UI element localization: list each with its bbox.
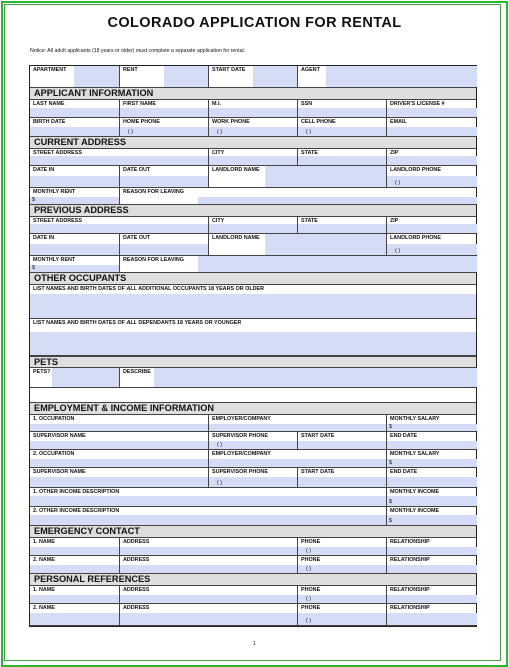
employer-field[interactable] xyxy=(209,459,387,467)
monthly-salary-field[interactable] xyxy=(387,424,477,431)
form-row xyxy=(30,432,476,450)
landlord-phone-label: LANDLORD PHONE xyxy=(390,235,441,241)
form-cell xyxy=(386,217,476,233)
date-out-field[interactable] xyxy=(120,176,209,187)
form-cell xyxy=(297,468,386,487)
landlord-phone-field[interactable] xyxy=(387,176,477,187)
date-out-field[interactable] xyxy=(120,244,209,255)
form-cell xyxy=(119,149,208,165)
form-cell xyxy=(386,415,476,431)
form-cell xyxy=(30,538,119,555)
form-row xyxy=(30,488,476,507)
end-date-label: END DATE xyxy=(390,469,418,475)
form-row xyxy=(30,217,476,234)
address-label: ADDRESS xyxy=(123,587,150,593)
monthly-income-field[interactable] xyxy=(387,496,477,506)
dollar-sign: $ xyxy=(32,197,35,203)
form-row xyxy=(30,166,476,188)
relationship-field[interactable] xyxy=(387,565,477,573)
label-suffix: DEPENDANTS 18 YEARS OR YOUNGER xyxy=(136,320,242,326)
address-field[interactable] xyxy=(120,547,298,555)
work-phone-field[interactable] xyxy=(209,127,298,136)
form-cell xyxy=(30,450,208,467)
phone-label: PHONE xyxy=(301,539,321,545)
form-cell xyxy=(297,538,386,555)
form-cell xyxy=(297,118,386,136)
dollar-sign: $ xyxy=(389,499,392,505)
phone-label: PHONE xyxy=(301,587,321,593)
phone-field[interactable] xyxy=(298,565,387,573)
form-cell xyxy=(297,66,476,87)
form-cell xyxy=(297,556,386,573)
form-cell xyxy=(208,149,297,165)
form-row xyxy=(30,388,476,403)
date-out-label: DATE OUT xyxy=(123,235,151,241)
form-row xyxy=(30,556,476,574)
form-cell xyxy=(208,66,297,87)
occupation-1-field[interactable] xyxy=(30,424,208,431)
end-date-label: END DATE xyxy=(390,433,418,439)
form-cell xyxy=(30,488,386,506)
city-label: CITY xyxy=(212,150,225,156)
name-1-label: 1. NAME xyxy=(33,539,55,545)
area-code-parens: ( ) xyxy=(395,248,401,254)
label-prefix: LIST NAMES AND BIRTH DATES OF xyxy=(33,286,127,292)
monthly-income-label: MONTHLY INCOME xyxy=(390,508,440,514)
form-cell xyxy=(297,217,386,233)
form-title: COLORADO APPLICATION FOR RENTAL xyxy=(107,15,402,31)
form-row xyxy=(30,538,476,556)
dollar-sign: $ xyxy=(389,518,392,524)
form-cell xyxy=(30,604,119,625)
area-code-parens: ( ) xyxy=(306,566,312,572)
form-cell xyxy=(30,285,476,318)
zip-field[interactable] xyxy=(387,224,477,233)
describe-label: DESCRIBE xyxy=(123,369,151,375)
section-header-pets: PETS xyxy=(30,356,476,368)
landlord-phone-field[interactable] xyxy=(387,244,477,255)
label-emphasis: ALL xyxy=(126,286,137,292)
occupants-label xyxy=(33,286,264,292)
address-field[interactable] xyxy=(120,595,298,603)
work-phone-label: WORK PHONE xyxy=(212,119,250,125)
section-header-current_address: CURRENT ADDRESS xyxy=(30,137,476,149)
form-row xyxy=(30,604,476,626)
landlord-name-label: LANDLORD NAME xyxy=(212,167,260,173)
form-cell xyxy=(119,556,297,573)
section-header-employment: EMPLOYMENT & INCOME INFORMATION xyxy=(30,403,476,415)
form-cell xyxy=(208,432,297,449)
form-cell xyxy=(30,166,119,187)
apartment-field[interactable] xyxy=(74,66,119,87)
occ-field[interactable] xyxy=(30,294,476,318)
label-prefix: LIST NAMES AND BIRTH DATES OF xyxy=(33,320,127,326)
form-cell xyxy=(30,388,476,402)
dollar-sign: $ xyxy=(389,424,392,430)
pets-label: PETS? xyxy=(33,369,51,375)
form-cell xyxy=(297,149,386,165)
cell-phone-label: CELL PHONE xyxy=(301,119,336,125)
form-cell xyxy=(386,586,476,603)
city-field[interactable] xyxy=(209,156,298,165)
form-cell xyxy=(208,118,297,136)
form-cell xyxy=(386,166,476,187)
form-cell xyxy=(386,432,476,449)
form-cell xyxy=(297,604,386,625)
form-row xyxy=(30,507,476,526)
date-out-label: DATE OUT xyxy=(123,167,151,173)
form-row xyxy=(30,100,476,118)
form-cell xyxy=(30,507,386,525)
other-income-2-label: 2. OTHER INCOME DESCRIPTION xyxy=(33,508,120,514)
form-cell xyxy=(208,450,386,467)
form-cell xyxy=(30,256,119,272)
monthly-income-label: MONTHLY INCOME xyxy=(390,489,440,495)
phone-label: PHONE xyxy=(301,557,321,563)
name-1-field[interactable] xyxy=(30,595,119,603)
name-2-field[interactable] xyxy=(30,565,119,573)
relationship-label: RELATIONSHIP xyxy=(390,587,430,593)
birth-date-label: BIRTH DATE xyxy=(33,119,66,125)
form-cell xyxy=(119,100,208,117)
supervisor-phone-field[interactable] xyxy=(209,441,298,449)
supervisor-name-field[interactable] xyxy=(30,441,208,449)
form-cell xyxy=(30,149,119,165)
landlord-name-field[interactable] xyxy=(265,234,387,255)
date-in-field[interactable] xyxy=(30,244,119,255)
name-1-field[interactable] xyxy=(30,547,119,555)
form-row xyxy=(30,586,476,604)
form-cell xyxy=(386,100,476,117)
other-income-1-label: 1. OTHER INCOME DESCRIPTION xyxy=(33,489,120,495)
form-cell xyxy=(208,234,386,255)
mi-field[interactable] xyxy=(209,108,298,117)
state-field[interactable] xyxy=(298,224,387,233)
employer-field[interactable] xyxy=(209,424,387,431)
state-label: STATE xyxy=(301,150,318,156)
area-code-parens: ( ) xyxy=(306,596,312,602)
date-in-label: DATE IN xyxy=(33,235,55,241)
form-cell xyxy=(30,432,208,449)
form-cell xyxy=(119,66,208,87)
rent-label: RENT xyxy=(123,67,138,73)
monthly-salary-field[interactable] xyxy=(387,459,477,467)
area-code-parens: ( ) xyxy=(217,442,223,448)
form-cell xyxy=(119,188,476,204)
last-name-field[interactable] xyxy=(30,108,119,117)
relationship-label: RELATIONSHIP xyxy=(390,557,430,563)
form-cell xyxy=(386,538,476,555)
mi-label: M.I. xyxy=(212,101,221,107)
phone-field[interactable] xyxy=(298,613,387,625)
name-2-field[interactable] xyxy=(30,613,119,625)
form-row xyxy=(30,450,476,468)
supervisor-name-label: SUPERVISOR NAME xyxy=(33,469,86,475)
area-code-parens: ( ) xyxy=(128,129,134,135)
form-cell xyxy=(30,188,119,204)
label-suffix: ADDITIONAL OCCUPANTS 18 YEARS OR OLDER xyxy=(136,286,265,292)
address-label: ADDRESS xyxy=(123,539,150,545)
describe-field[interactable] xyxy=(154,368,477,387)
form-cell xyxy=(386,488,476,506)
name-2-label: 2. NAME xyxy=(33,605,55,611)
date-in-field[interactable] xyxy=(30,176,119,187)
ssn-label: SSN xyxy=(301,101,313,107)
section-header-other_occupants: OTHER OCCUPANTS xyxy=(30,273,476,285)
form-cell xyxy=(30,66,119,87)
supervisor-name-label: SUPERVISOR NAME xyxy=(33,433,86,439)
start-date-label: START DATE xyxy=(212,67,246,73)
form-cell xyxy=(386,556,476,573)
section-header-emergency: EMERGENCY CONTACT xyxy=(30,526,476,538)
first-name-field[interactable] xyxy=(120,108,209,117)
form-cell xyxy=(30,468,208,487)
state-field[interactable] xyxy=(298,156,387,165)
form-cell xyxy=(119,118,208,136)
state-label: STATE xyxy=(301,218,318,224)
area-code-parens: ( ) xyxy=(395,180,401,186)
phone-field[interactable] xyxy=(298,547,387,555)
name-2-label: 2. NAME xyxy=(33,557,55,563)
supervisor-phone-label: SUPERVISOR PHONE xyxy=(212,469,268,475)
form-row xyxy=(30,468,476,488)
section-header-previous_address: PREVIOUS ADDRESS xyxy=(30,205,476,217)
relationship-field[interactable] xyxy=(387,547,477,555)
date-in-label: DATE IN xyxy=(33,167,55,173)
zip-field[interactable] xyxy=(387,156,477,165)
reason-for-leaving-field[interactable] xyxy=(198,197,477,204)
form-cell xyxy=(119,368,476,387)
section-header-references: PERSONAL REFERENCES xyxy=(30,574,476,586)
form-row xyxy=(30,118,476,137)
form-cell xyxy=(208,415,386,431)
street-address-label: STREET ADDRESS xyxy=(33,218,82,224)
other-income-1-field[interactable] xyxy=(30,496,386,506)
drivers-license-field[interactable] xyxy=(387,108,477,117)
rent-field[interactable] xyxy=(164,66,209,87)
dollar-sign: $ xyxy=(32,265,35,271)
ssn-field[interactable] xyxy=(298,108,387,117)
reason-for-leaving-label: REASON FOR LEAVING xyxy=(123,189,184,195)
form-cell xyxy=(208,166,386,187)
address-field[interactable] xyxy=(120,613,298,625)
home-phone-label: HOME PHONE xyxy=(123,119,160,125)
form-cell xyxy=(297,100,386,117)
area-code-parens: ( ) xyxy=(306,548,312,554)
relationship-label: RELATIONSHIP xyxy=(390,605,430,611)
form-cell xyxy=(119,256,476,272)
apartment-label: APARTMENT xyxy=(33,67,67,73)
address-label: ADDRESS xyxy=(123,605,150,611)
agent-field[interactable] xyxy=(326,66,477,87)
form-cell xyxy=(30,586,119,603)
address-field[interactable] xyxy=(120,565,298,573)
rental-application-form xyxy=(29,65,477,627)
area-code-parens: ( ) xyxy=(306,618,312,624)
end-date-field[interactable] xyxy=(387,441,477,449)
form-cell xyxy=(386,149,476,165)
form-cell xyxy=(386,234,476,255)
area-code-parens: ( ) xyxy=(217,480,223,486)
form-cell xyxy=(208,468,297,487)
relationship-label: RELATIONSHIP xyxy=(390,539,430,545)
form-cell xyxy=(208,100,297,117)
end-date-field[interactable] xyxy=(387,477,477,487)
landlord-name-label: LANDLORD NAME xyxy=(212,235,260,241)
form-cell xyxy=(30,368,119,387)
first-name-label: FIRST NAME xyxy=(123,101,156,107)
phone-field[interactable] xyxy=(298,595,387,603)
form-row xyxy=(30,234,476,256)
form-row xyxy=(30,368,476,388)
form-cell xyxy=(30,319,476,355)
form-cell xyxy=(386,604,476,625)
monthly-salary-label: MONTHLY SALARY xyxy=(390,416,440,422)
name-1-label: 1. NAME xyxy=(33,587,55,593)
other-income-2-field[interactable] xyxy=(30,515,386,525)
phone-label: PHONE xyxy=(301,605,321,611)
supervisor-phone-field[interactable] xyxy=(209,477,298,487)
address-label: ADDRESS xyxy=(123,557,150,563)
form-cell xyxy=(30,100,119,117)
label-emphasis: ALL xyxy=(126,320,137,326)
cell-phone-field[interactable] xyxy=(298,127,387,136)
start-date-label: START DATE xyxy=(301,469,335,475)
form-cell xyxy=(30,234,119,255)
form-row xyxy=(30,319,476,356)
section-header-applicant: APPLICANT INFORMATION xyxy=(30,88,476,100)
pets-field[interactable] xyxy=(52,368,119,387)
employer-label: EMPLOYER/COMPANY xyxy=(212,451,271,457)
landlord-name-field[interactable] xyxy=(265,166,387,187)
street-address-label: STREET ADDRESS xyxy=(33,150,82,156)
start-date-field[interactable] xyxy=(298,441,387,449)
supervisor-phone-label: SUPERVISOR PHONE xyxy=(212,433,268,439)
form-cell xyxy=(30,556,119,573)
agent-label: AGENT xyxy=(301,67,320,73)
email-label: EMAIL xyxy=(390,119,407,125)
drivers-license-label: DRIVER'S LICENSE # xyxy=(390,101,445,107)
relationship-field[interactable] xyxy=(387,613,477,625)
form-cell xyxy=(297,432,386,449)
landlord-phone-label: LANDLORD PHONE xyxy=(390,167,441,173)
email-field[interactable] xyxy=(387,127,477,136)
occupation-2-label: 2. OCCUPATION xyxy=(33,451,75,457)
dollar-sign: $ xyxy=(389,460,392,466)
monthly-rent-field[interactable] xyxy=(30,197,119,204)
start-date-label: START DATE xyxy=(301,433,335,439)
form-cell xyxy=(30,415,208,431)
page-number: 1 xyxy=(253,641,256,647)
form-row xyxy=(30,285,476,319)
start-date-field[interactable] xyxy=(253,66,298,87)
monthly-rent-field[interactable] xyxy=(30,265,119,272)
form-cell xyxy=(119,586,297,603)
form-cell xyxy=(119,604,297,625)
relationship-field[interactable] xyxy=(387,595,477,603)
monthly-income-field[interactable] xyxy=(387,515,477,525)
form-cell xyxy=(386,468,476,487)
last-name-label: LAST NAME xyxy=(33,101,65,107)
form-cell xyxy=(386,507,476,525)
zip-label: ZIP xyxy=(390,150,399,156)
form-cell xyxy=(208,217,297,233)
form-cell xyxy=(119,538,297,555)
dep-field[interactable] xyxy=(30,332,476,355)
area-code-parens: ( ) xyxy=(217,129,223,135)
area-code-parens: ( ) xyxy=(306,129,312,135)
form-cell xyxy=(30,217,119,233)
form-cell xyxy=(119,217,208,233)
start-date-field[interactable] xyxy=(298,477,387,487)
dependants-label xyxy=(33,320,241,326)
form-row xyxy=(30,188,476,205)
form-row xyxy=(30,149,476,166)
occupation-2-field[interactable] xyxy=(30,459,208,467)
employer-label: EMPLOYER/COMPANY xyxy=(212,416,271,422)
form-cell xyxy=(119,166,208,187)
birth-date-field[interactable] xyxy=(30,127,119,136)
city-label: CITY xyxy=(212,218,225,224)
form-cell xyxy=(386,118,476,136)
form-row xyxy=(30,415,476,432)
form-cell xyxy=(119,234,208,255)
form-row xyxy=(30,256,476,273)
form-row xyxy=(30,66,476,88)
form-cell xyxy=(386,450,476,467)
form-cell xyxy=(297,586,386,603)
monthly-rent-label: MONTHLY RENT xyxy=(33,257,76,263)
monthly-salary-label: MONTHLY SALARY xyxy=(390,451,440,457)
occupation-1-label: 1. OCCUPATION xyxy=(33,416,75,422)
city-field[interactable] xyxy=(209,224,298,233)
home-phone-field[interactable] xyxy=(120,127,209,136)
form-cell xyxy=(30,118,119,136)
zip-label: ZIP xyxy=(390,218,399,224)
supervisor-name-field[interactable] xyxy=(30,477,208,487)
notice-text: Notice: All adult applicants (18 years or older) must complete a separate application for rental. xyxy=(30,48,246,54)
reason-for-leaving-label: REASON FOR LEAVING xyxy=(123,257,184,263)
reason-for-leaving-field[interactable] xyxy=(198,256,477,272)
monthly-rent-label: MONTHLY RENT xyxy=(33,189,76,195)
